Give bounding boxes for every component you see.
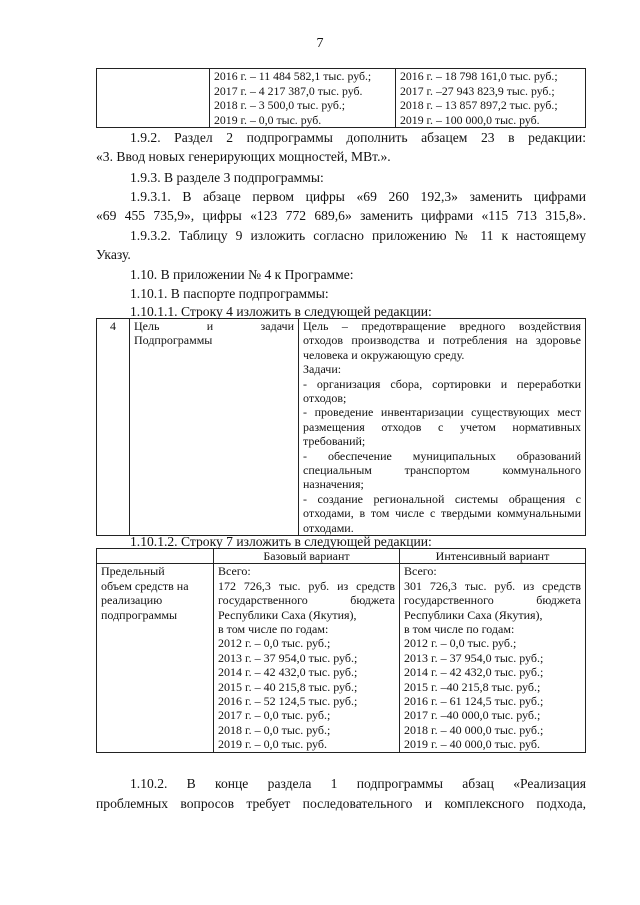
row-label-cell <box>97 564 214 752</box>
list-item: 2019 г. – 100 000,0 тыс. руб. <box>400 112 540 127</box>
year-item: 2015 г. – 40 215,8 тыс. руб.; <box>218 679 358 694</box>
paragraph-1-10-2: 1.10.2. В конце раздела 1 подпрограммы абзац «Реализация <box>130 776 586 791</box>
year-item: 2017 г. – 0,0 тыс. руб.; <box>218 708 331 723</box>
year-item: 2012 г. – 0,0 тыс. руб.; <box>218 636 331 651</box>
by-years-label: в том числе по годам: <box>218 622 329 637</box>
goal-text: человека и окружающую среду. <box>303 347 465 362</box>
paragraph-1-9-2-cont: «3. Ввод новых генерирующих мощностей, МВт.». <box>96 149 391 164</box>
list-item: 2018 г. – 3 500,0 тыс. руб.; <box>214 98 346 113</box>
table-cell-left <box>210 69 396 128</box>
year-item: 2013 г. – 37 954,0 тыс. руб.; <box>404 650 544 665</box>
list-item: 2017 г. – 4 217 387,0 тыс. руб. <box>214 83 363 98</box>
task-item: назначения; <box>303 477 364 492</box>
total-label: Всего: <box>218 564 251 579</box>
row-label: объем средств на <box>101 578 189 593</box>
table-cell-empty <box>97 69 210 128</box>
header-empty-cell <box>97 549 214 564</box>
total-amount: государственного бюджета <box>404 593 581 608</box>
list-item: 2018 г. – 13 857 897,2 тыс. руб.; <box>400 98 558 113</box>
paragraph-1-10-1: 1.10.1. В паспорте подпрограммы: <box>130 286 329 301</box>
year-item: 2017 г. –40 000,0 тыс. руб.; <box>404 708 541 723</box>
list-item: 2016 г. – 18 798 161,0 тыс. руб.; <box>400 69 558 83</box>
table-cell-right <box>396 69 586 128</box>
year-item: 2016 г. – 61 124,5 тыс. руб.; <box>404 694 544 709</box>
paragraph-1-9-3-1-cont: «69 455 735,9», цифры «123 772 689,6» заменить цифрами «115 713 315,8». <box>96 208 586 223</box>
year-item: 2019 г. – 0,0 тыс. руб. <box>218 737 327 752</box>
paragraph-1-9-3: 1.9.3. В разделе 3 подпрограммы: <box>130 170 324 185</box>
year-item: 2015 г. –40 215,8 тыс. руб.; <box>404 679 541 694</box>
year-item: 2018 г. – 0,0 тыс. руб.; <box>218 722 331 737</box>
row-number-cell: 4 <box>97 319 130 536</box>
page-number: 7 <box>316 36 324 51</box>
row-label: Предельный <box>101 564 165 579</box>
total-amount: 172 726,3 тыс. руб. из средств <box>218 578 395 593</box>
paragraph-1-10-1-1: 1.10.1.1. Строку 4 изложить в следующей редакции: <box>130 304 432 319</box>
year-item: 2018 г. – 40 000,0 тыс. руб.; <box>404 722 544 737</box>
list-item: 2017 г. –27 943 823,9 тыс. руб.; <box>400 83 555 98</box>
paragraph-1-9-3-2-cont: Указу. <box>96 247 131 262</box>
goal-text: отходов производства и потребления на здоровье <box>303 333 581 348</box>
row-content-cell <box>299 319 586 536</box>
task-item: отходами. <box>303 520 354 535</box>
row-label: подпрограммы <box>101 607 178 622</box>
paragraph-1-10-2-cont: проблемных вопросов требует последовательного и комплексного подхода, <box>96 796 586 811</box>
list-item: 2019 г. – 0,0 тыс. руб. <box>214 112 322 127</box>
total-amount: Республики Саха (Якутия), <box>404 607 543 622</box>
task-item: размещения отходов с учетом нормативных <box>303 419 581 434</box>
paragraph-1-9-3-2: 1.9.3.2. Таблицу 9 изложить согласно приложению № 11 к настоящему <box>130 228 586 243</box>
table-row <box>97 319 586 536</box>
year-item: 2012 г. – 0,0 тыс. руб.; <box>404 636 517 651</box>
table-row <box>97 69 586 128</box>
total-amount: 301 726,3 тыс. руб. из средств <box>404 578 581 593</box>
passport-row-4-table <box>96 318 586 536</box>
row-label: Цель и задачи <box>134 319 294 333</box>
tasks-title: Задачи: <box>303 362 342 377</box>
list-item: 2016 г. – 11 484 582,1 тыс. руб.; <box>214 69 372 83</box>
year-item: 2014 г. – 42 432,0 тыс. руб.; <box>218 665 358 680</box>
header-intensive-variant: Интенсивный вариант <box>400 549 586 564</box>
task-item: специальным транспортом коммунального <box>303 463 581 478</box>
paragraph-1-10-1-2: 1.10.1.2. Строку 7 изложить в следующей редакции: <box>130 534 432 549</box>
row-label-cell <box>130 319 299 536</box>
year-item: 2014 г. – 42 432,0 тыс. руб.; <box>404 665 544 680</box>
paragraph-1-9-2: 1.9.2. Раздел 2 подпрограммы дополнить абзацем 23 в редакции: <box>130 130 586 145</box>
base-variant-cell <box>214 564 400 752</box>
row-label: Подпрограммы <box>134 333 213 348</box>
year-item: 2016 г. – 52 124,5 тыс. руб.; <box>218 694 358 709</box>
total-amount: государственного бюджета <box>218 593 395 608</box>
row-label: реализацию <box>101 593 163 608</box>
funding-table-continuation <box>96 68 586 128</box>
paragraph-1-10: 1.10. В приложении № 4 к Программе: <box>130 267 354 282</box>
goal-text: Цель – предотвращение вредного воздействия <box>303 319 581 333</box>
total-label: Всего: <box>404 564 437 579</box>
total-amount: Республики Саха (Якутия), <box>218 607 357 622</box>
task-item: требований; <box>303 434 366 449</box>
table-header-row <box>97 549 586 564</box>
task-item: отходами, в том числе с твердыми коммунальными <box>303 506 581 521</box>
task-item: - обеспечение муниципальных образований <box>303 448 581 463</box>
year-item: 2013 г. – 37 954,0 тыс. руб.; <box>218 650 358 665</box>
table-row <box>97 564 586 752</box>
header-base-variant: Базовый вариант <box>214 549 400 564</box>
paragraph-1-9-3-1: 1.9.3.1. В абзаце первом цифры «69 260 192,3» заменить цифрами <box>130 189 586 204</box>
year-item: 2019 г. – 40 000,0 тыс. руб. <box>404 737 540 752</box>
intensive-variant-cell <box>400 564 586 752</box>
passport-row-7-table <box>96 548 586 753</box>
task-item: - проведение инвентаризации существующих мест <box>303 405 581 420</box>
task-item: - создание региональной системы обращения с <box>303 491 581 506</box>
task-item: - организация сбора, сортировки и переработки <box>303 376 581 391</box>
task-item: отходов; <box>303 391 347 406</box>
by-years-label: в том числе по годам: <box>404 622 515 637</box>
